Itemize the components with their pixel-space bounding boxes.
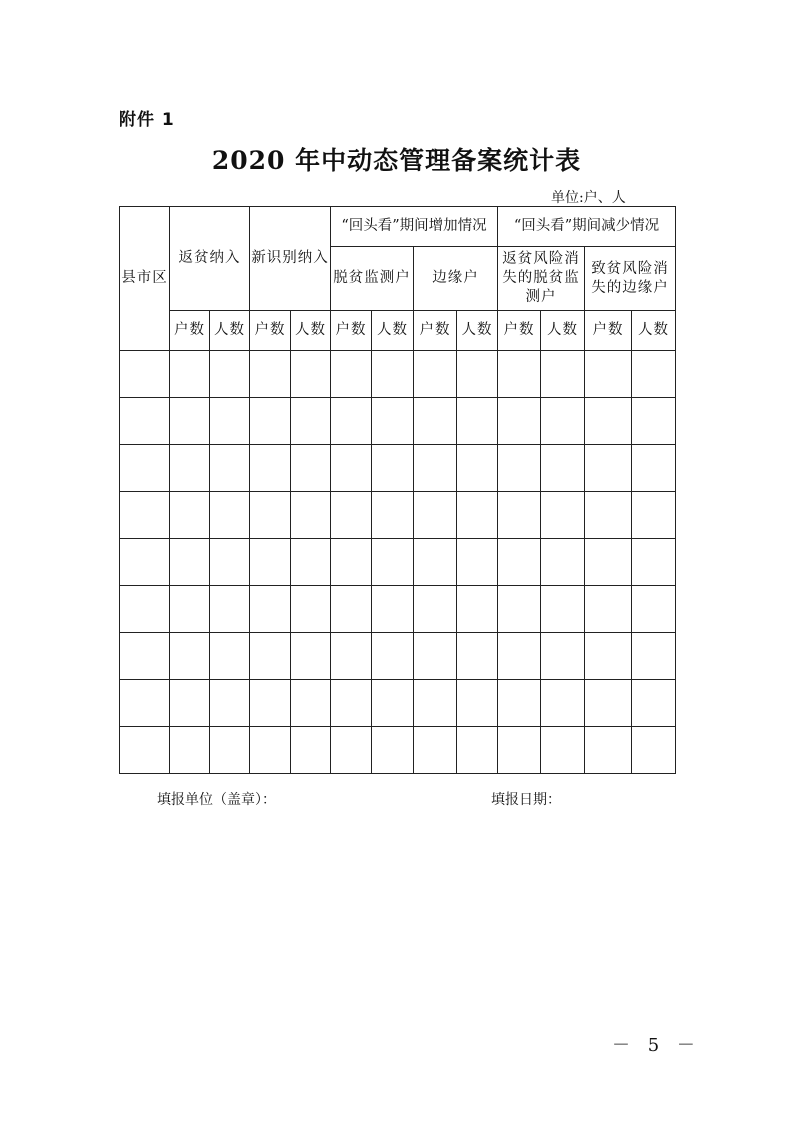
data-cell[interactable]: [498, 680, 541, 727]
county-cell[interactable]: [120, 680, 170, 727]
data-cell[interactable]: [457, 492, 498, 539]
data-cell[interactable]: [541, 398, 585, 445]
unit-note: 单位:户、人: [551, 190, 626, 206]
data-cell[interactable]: [170, 351, 210, 398]
data-cell[interactable]: [210, 445, 250, 492]
data-cell[interactable]: [210, 492, 250, 539]
table-row: [120, 398, 676, 445]
data-cell[interactable]: [457, 727, 498, 774]
data-cell[interactable]: [457, 351, 498, 398]
data-cell[interactable]: [291, 680, 331, 727]
data-cell[interactable]: [414, 398, 457, 445]
data-cell[interactable]: [291, 727, 331, 774]
data-cell[interactable]: [585, 445, 632, 492]
reporting-date-label: 填报日期：: [491, 792, 561, 808]
return-risk-cleared-header: 返贫风险消失的脱贫监测户: [498, 247, 585, 311]
persons-header: 人数: [632, 311, 676, 351]
households-header: 户数: [585, 311, 632, 351]
header-row-1: [120, 207, 676, 247]
county-cell[interactable]: [120, 398, 170, 445]
reporting-unit-label: 填报单位（盖章）：: [157, 792, 276, 808]
data-cell[interactable]: [372, 727, 414, 774]
county-cell[interactable]: [120, 586, 170, 633]
data-cell[interactable]: [250, 398, 291, 445]
persons-header: 人数: [541, 311, 585, 351]
data-cell[interactable]: [331, 680, 372, 727]
data-cell[interactable]: [372, 680, 414, 727]
data-cell[interactable]: [291, 539, 331, 586]
data-cell[interactable]: [372, 586, 414, 633]
data-cell[interactable]: [498, 398, 541, 445]
data-cell[interactable]: [632, 351, 676, 398]
table-row: [120, 680, 676, 727]
statistics-table: [119, 206, 676, 774]
decrease-group-header: “回头看”期间减少情况: [498, 207, 676, 247]
data-cell[interactable]: [541, 351, 585, 398]
data-cell[interactable]: [632, 633, 676, 680]
data-cell[interactable]: [632, 492, 676, 539]
data-cell[interactable]: [170, 680, 210, 727]
data-cell[interactable]: [632, 727, 676, 774]
data-cell[interactable]: [541, 633, 585, 680]
new-identified-header: 新识别纳入: [250, 207, 331, 311]
data-cell[interactable]: [541, 727, 585, 774]
attachment-label: 附件 1: [119, 110, 175, 130]
data-cell[interactable]: [372, 351, 414, 398]
persons-header: 人数: [291, 311, 331, 351]
data-cell[interactable]: [331, 398, 372, 445]
data-cell[interactable]: [210, 727, 250, 774]
data-cell[interactable]: [457, 445, 498, 492]
data-cell[interactable]: [291, 445, 331, 492]
data-cell[interactable]: [414, 633, 457, 680]
data-cell[interactable]: [250, 727, 291, 774]
data-cell[interactable]: [372, 445, 414, 492]
data-cell[interactable]: [585, 492, 632, 539]
persons-header: 人数: [457, 311, 498, 351]
data-cell[interactable]: [372, 398, 414, 445]
data-cell[interactable]: [170, 492, 210, 539]
data-cell[interactable]: [372, 492, 414, 539]
data-cell[interactable]: [457, 680, 498, 727]
data-cell[interactable]: [541, 539, 585, 586]
data-cell[interactable]: [414, 351, 457, 398]
page-number: － 5 －: [612, 1035, 701, 1056]
data-cell[interactable]: [541, 586, 585, 633]
monitored-households-header: 脱贫监测户: [331, 247, 414, 311]
data-cell[interactable]: [498, 492, 541, 539]
data-cell[interactable]: [457, 586, 498, 633]
data-cell[interactable]: [331, 633, 372, 680]
households-header: 户数: [498, 311, 541, 351]
data-cell[interactable]: [291, 351, 331, 398]
data-cell[interactable]: [250, 539, 291, 586]
county-cell[interactable]: [120, 727, 170, 774]
data-cell[interactable]: [331, 727, 372, 774]
data-cell[interactable]: [210, 539, 250, 586]
data-cell[interactable]: [585, 398, 632, 445]
data-cell[interactable]: [372, 633, 414, 680]
data-cell[interactable]: [250, 586, 291, 633]
data-cell[interactable]: [250, 351, 291, 398]
county-cell[interactable]: [120, 445, 170, 492]
data-cell[interactable]: [498, 351, 541, 398]
data-cell[interactable]: [331, 445, 372, 492]
data-cell[interactable]: [331, 492, 372, 539]
data-cell[interactable]: [414, 727, 457, 774]
households-header: 户数: [170, 311, 210, 351]
data-cell[interactable]: [498, 633, 541, 680]
data-cell[interactable]: [331, 586, 372, 633]
data-cell[interactable]: [457, 633, 498, 680]
table-row: [120, 445, 676, 492]
county-cell[interactable]: [120, 633, 170, 680]
data-cell[interactable]: [585, 633, 632, 680]
data-cell[interactable]: [414, 539, 457, 586]
county-cell[interactable]: [120, 492, 170, 539]
data-cell[interactable]: [414, 680, 457, 727]
increase-group-header: “回头看”期间增加情况: [331, 207, 498, 247]
data-cell[interactable]: [291, 633, 331, 680]
data-cell[interactable]: [372, 539, 414, 586]
data-cell[interactable]: [250, 492, 291, 539]
poverty-risk-cleared-header: 致贫风险消失的边缘户: [585, 247, 676, 311]
data-cell[interactable]: [170, 539, 210, 586]
document-title: 2020 年中动态管理备案统计表: [211, 146, 582, 175]
data-cell[interactable]: [331, 351, 372, 398]
data-cell[interactable]: [457, 398, 498, 445]
data-cell[interactable]: [585, 351, 632, 398]
households-header: 户数: [414, 311, 457, 351]
table-row: [120, 727, 676, 774]
table-row: [120, 539, 676, 586]
data-cell[interactable]: [541, 492, 585, 539]
data-cell[interactable]: [498, 445, 541, 492]
data-cell[interactable]: [414, 586, 457, 633]
data-cell[interactable]: [585, 586, 632, 633]
data-cell[interactable]: [498, 586, 541, 633]
data-cell[interactable]: [541, 680, 585, 727]
households-header: 户数: [331, 311, 372, 351]
data-cell[interactable]: [250, 680, 291, 727]
data-cell[interactable]: [331, 539, 372, 586]
data-cell[interactable]: [291, 586, 331, 633]
data-cell[interactable]: [170, 398, 210, 445]
data-cell[interactable]: [498, 727, 541, 774]
data-cell[interactable]: [585, 727, 632, 774]
county-header: 县市区: [120, 207, 170, 351]
persons-header: 人数: [210, 311, 250, 351]
households-header: 户数: [250, 311, 291, 351]
data-cell[interactable]: [170, 586, 210, 633]
table-row: [120, 586, 676, 633]
data-cell[interactable]: [170, 727, 210, 774]
table-row: [120, 633, 676, 680]
data-cell[interactable]: [632, 398, 676, 445]
data-cell[interactable]: [414, 492, 457, 539]
data-cell[interactable]: [291, 492, 331, 539]
data-cell[interactable]: [541, 445, 585, 492]
table-row: [120, 351, 676, 398]
data-cell[interactable]: [210, 351, 250, 398]
county-cell[interactable]: [120, 351, 170, 398]
marginal-households-header: 边缘户: [414, 247, 498, 311]
data-cell[interactable]: [210, 586, 250, 633]
data-cell[interactable]: [170, 633, 210, 680]
data-cell[interactable]: [291, 398, 331, 445]
data-cell[interactable]: [632, 539, 676, 586]
data-cell[interactable]: [210, 398, 250, 445]
county-cell[interactable]: [120, 539, 170, 586]
return-poverty-header: 返贫纳入: [170, 207, 250, 311]
data-cell[interactable]: [632, 680, 676, 727]
data-cell[interactable]: [632, 586, 676, 633]
header-row-3: [120, 311, 676, 351]
data-cell[interactable]: [250, 445, 291, 492]
data-cell[interactable]: [498, 539, 541, 586]
data-cell[interactable]: [585, 539, 632, 586]
data-cell[interactable]: [210, 680, 250, 727]
data-cell[interactable]: [210, 633, 250, 680]
table-row: [120, 492, 676, 539]
data-cell[interactable]: [585, 680, 632, 727]
persons-header: 人数: [372, 311, 414, 351]
data-cell[interactable]: [250, 633, 291, 680]
data-cell[interactable]: [457, 539, 498, 586]
data-cell[interactable]: [414, 445, 457, 492]
data-cell[interactable]: [632, 445, 676, 492]
data-cell[interactable]: [170, 445, 210, 492]
